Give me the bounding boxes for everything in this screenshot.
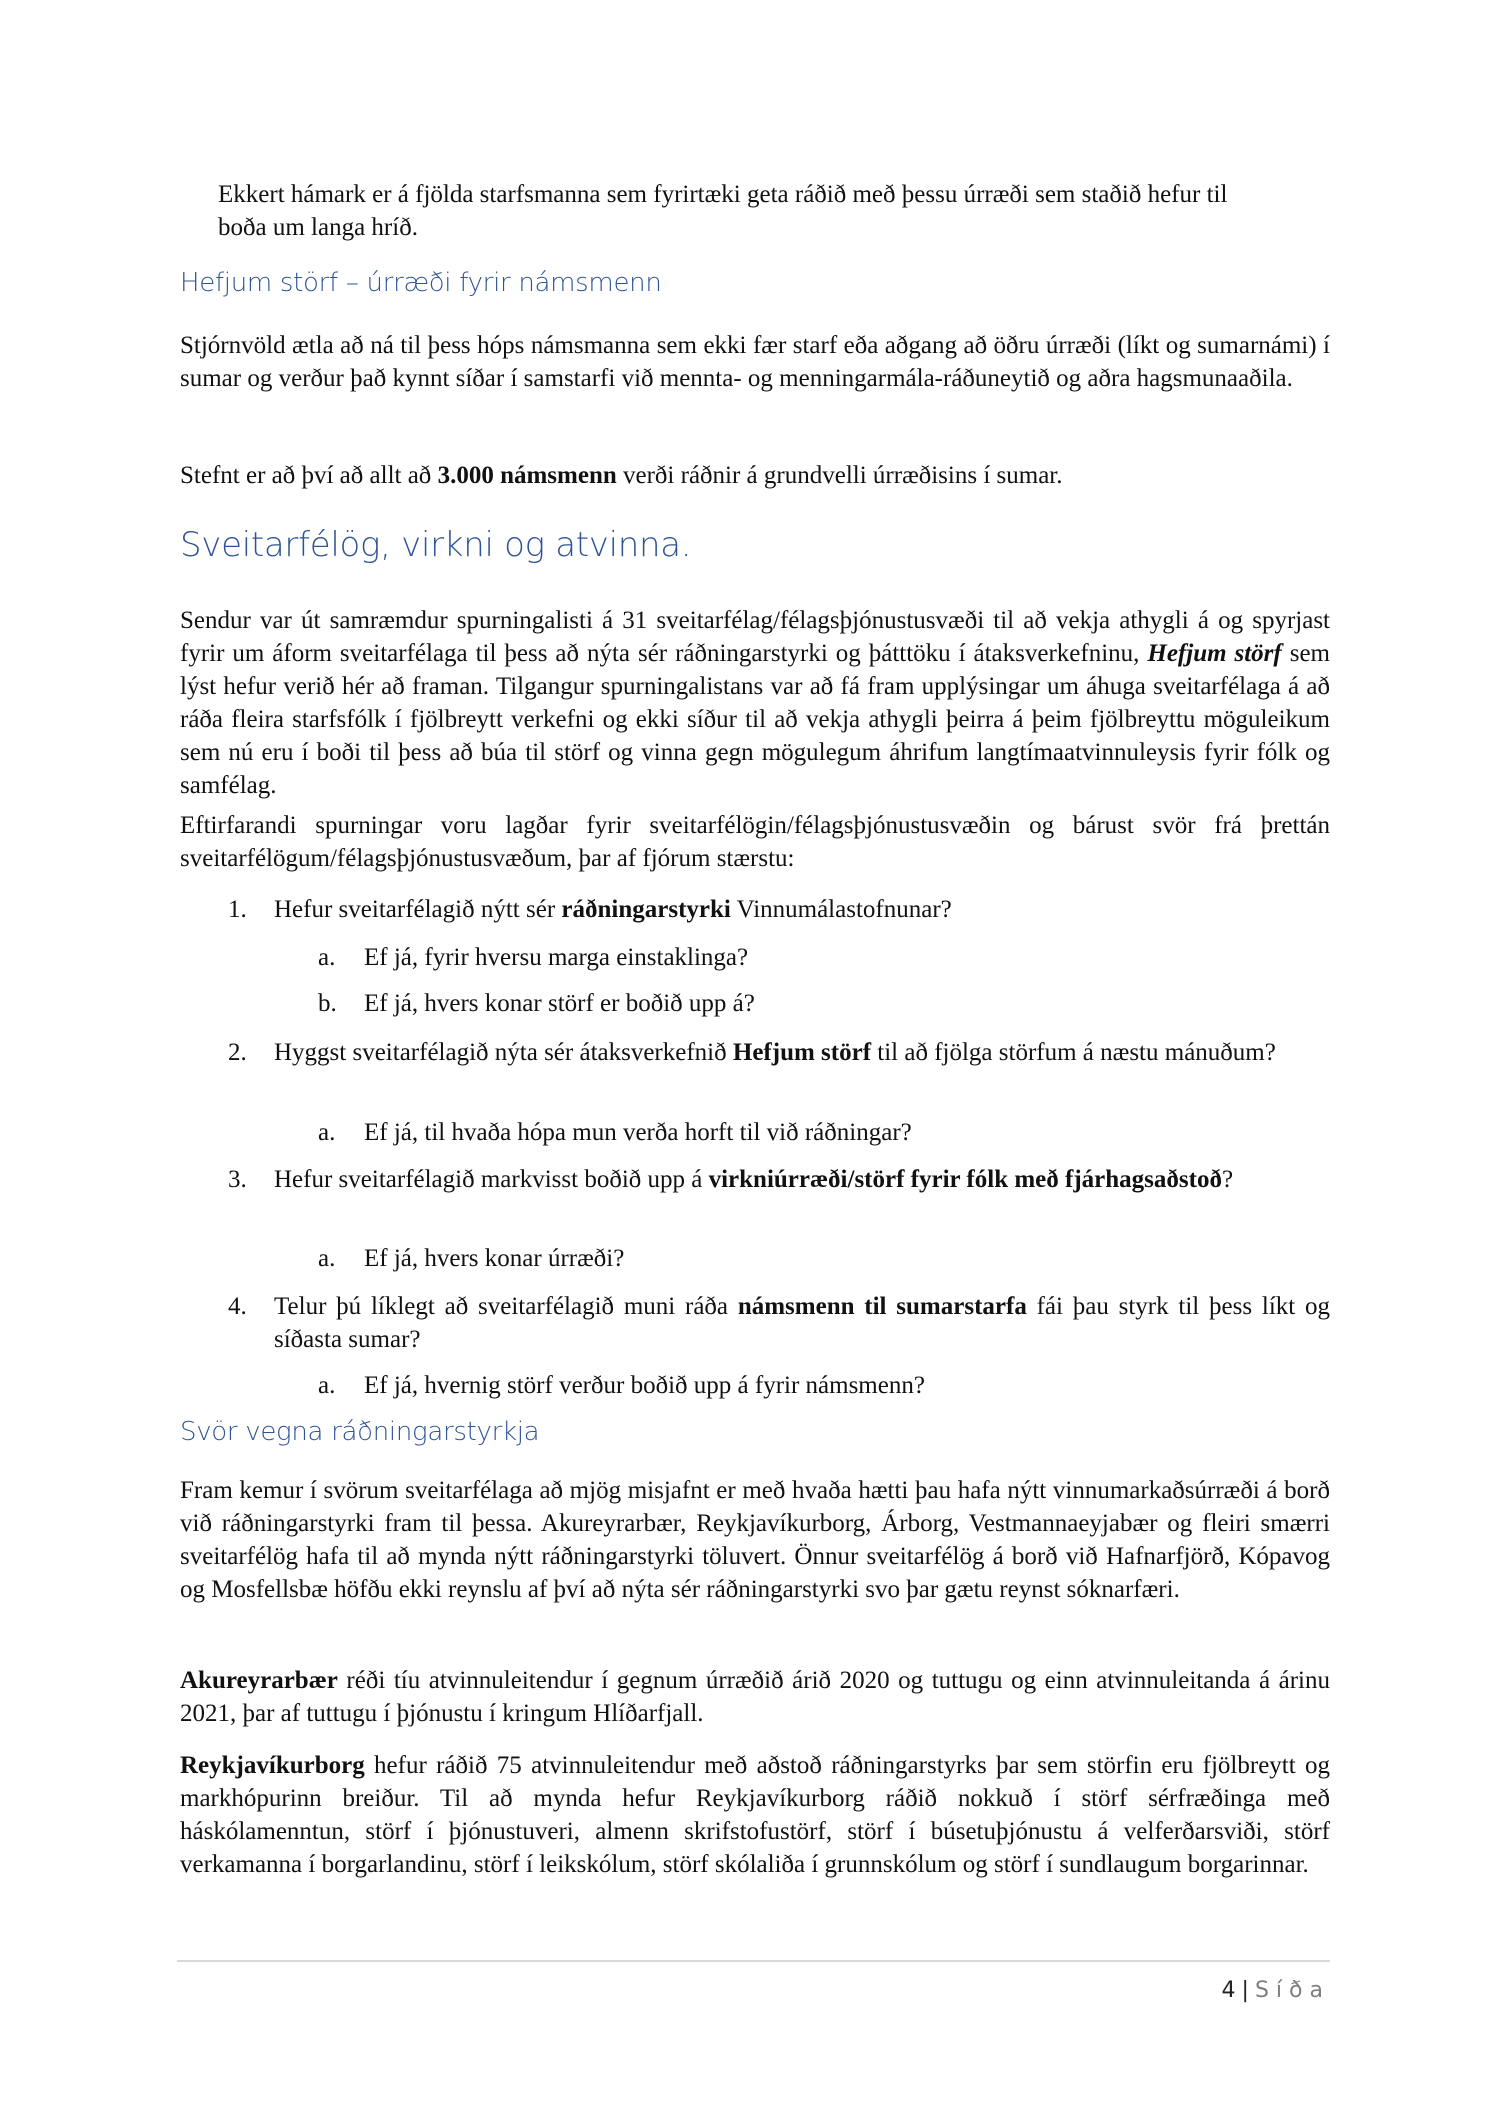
question-item-2	[228, 1036, 1330, 1102]
sub-question-3a	[318, 1242, 1318, 1275]
text: hefur ráðið 75 atvinnuleitendur með aðstoð ráðningarstyrks þar sem störfin eru fjölbreytt og markhópurinn breiður. Til að mynda hefur Reykjavíkurborg ráðið nokkuð í störf sérfræðinga með háskólamenntun, störf í þjónustuveri, almenn skrifstofustörf, störf í búsetuþjónustu á velferðarsviði, störf verkamanna í borgarlandinu, störf í leikskólum, störf skólaliða í grunnskólum og störf í sundlaugum borgarinnar.	[180, 1752, 1330, 1878]
question-item-4	[228, 1290, 1330, 1356]
page-word: Síða	[1254, 1978, 1330, 2003]
sub-question-2a	[318, 1116, 1318, 1149]
text: réði tíu atvinnuleitendur í gegnum úrræðið árið 2020 og tuttugu og einn atvinnuleitanda á árinu 2021, þar af tuttugu í þjónustu í kringum Hlíðarfjall.	[180, 1667, 1330, 1727]
sub-question-text: Ef já, hvernig störf verður boðið upp á fyrir námsmenn?	[364, 1372, 925, 1399]
sub-question-4a	[318, 1369, 1318, 1402]
paragraph-akureyrarbaer	[180, 1664, 1330, 1730]
paragraph-fram-kemur: Fram kemur í svörum sveitarfélaga að mjög misjafnt er með hvaða hætti þau hafa nýtt vinnumarkaðsúrræði á borð við ráðningarstyrki fram til þessa. Akureyrarbær, Reykjavíkurborg, Árborg, Vestmannaeyjabær og fleiri smærri sveitarfélög hafa til að mynda nýtt ráðningarstyrki töluvert. Önnur sveitarfélög á borð við Hafnarfjörð, Kópavog og Mosfellsbæ höfðu ekki reynslu af því að nýta sér ráðningarstyrki svo þar gætu reynst sóknarfæri.	[180, 1477, 1330, 1603]
paragraph-sendur	[180, 604, 1330, 802]
bold-text: 3.000 námsmenn	[437, 462, 617, 489]
question-text: Hefur sveitarfélagið markvisst boðið upp á virkniúrræði/störf fyrir fólk með fjárhagsaðstoð?	[274, 1166, 1234, 1193]
text: sem lýst hefur verið hér að framan. Tilgangur spurningalistans var að fá fram upplýsingar um áhuga sveitarfélaga á að ráða fleira starfsfólk í fjölbreytt verkefni og ekki síður til að vekja athygli þeirra á þeim fjölbreyttu möguleikum sem nú eru í boði til þess að búa til störf og vinna gegn mögulegum áhrifum langtímaatvinnuleysis fyrir fólk og samfélag.	[180, 640, 1330, 799]
list-number: 3.	[228, 1166, 247, 1193]
question-item-1	[228, 893, 1330, 926]
bold-italic-text: Hefjum störf	[1147, 640, 1282, 667]
footer-separator: |	[1241, 1978, 1249, 2003]
list-number: 2.	[228, 1039, 247, 1066]
list-number: 4.	[228, 1293, 247, 1320]
page-footer	[1222, 1978, 1330, 2003]
bold-text: Akureyrarbær	[180, 1667, 338, 1694]
paragraph-stjornvold: Stjórnvöld ætla að ná til þess hóps námsmanna sem ekki fær starf eða aðgang að öðru úrræði (líkt og sumarnámi) í sumar og verður það kynnt síðar í samstarfi við mennta- og menningarmála-ráðuneytið og aðra hagsmunaaðila.	[180, 332, 1330, 392]
footer-divider	[177, 1960, 1330, 1962]
sub-question-1a	[318, 941, 1318, 974]
text: verði ráðnir á grundvelli úrræðisins í sumar.	[616, 462, 1063, 489]
sub-question-text: Ef já, fyrir hversu marga einstaklinga?	[364, 944, 749, 971]
question-item-3	[228, 1163, 1330, 1229]
sub-question-1b	[318, 987, 1318, 1020]
section-heading-sveitarfelog: Sveitarfélög, virkni og atvinna.	[180, 525, 692, 565]
section-heading-hefjum-storf: Hefjum störf – úrræði fyrir námsmenn	[180, 268, 662, 298]
question-text: Hefur sveitarfélagið nýtt sér ráðningarstyrki Vinnumálastofnunar?	[274, 896, 952, 923]
list-letter: a.	[318, 944, 336, 971]
list-number: 1.	[228, 896, 247, 923]
list-letter: a.	[318, 1372, 336, 1399]
question-text: Telur þú líklegt að sveitarfélagið muni ráða námsmenn til sumarstarfa fái þau styrk til þess líkt og síðasta sumar?	[274, 1293, 1330, 1353]
bold-text: Reykjavíkurborg	[180, 1752, 365, 1779]
list-letter: b.	[318, 990, 337, 1017]
intro-paragraph: Ekkert hámark er á fjölda starfsmanna sem fyrirtæki geta ráðið með þessu úrræði sem staðið hefur til boða um langa hríð.	[218, 181, 1228, 241]
question-text: Hyggst sveitarfélagið nýta sér átaksverkefnið Hefjum störf til að fjölga störfum á næstu mánuðum?	[274, 1039, 1276, 1066]
section-heading-svor: Svör vegna ráðningarstyrkja	[180, 1417, 540, 1447]
list-letter: a.	[318, 1245, 336, 1272]
paragraph-stefnt	[180, 459, 1330, 492]
text: Sendur var út samræmdur spurningalisti á 31 sveitarfélag/félagsþjónustusvæði til að vekja athygli á og spyrjast fyrir um áform sveitarfélaga til þess að nýta sér ráðningarstyrki og þátttöku í átaksverkefninu,	[180, 607, 1330, 667]
paragraph-eftirfarandi: Eftirfarandi spurningar voru lagðar fyrir sveitarfélögin/félagsþjónustusvæðin og bárust svör frá þrettán sveitarfélögum/félagsþjónustusvæðum, þar af fjórum stærstu:	[180, 812, 1330, 872]
text: Stefnt er að því að allt að	[180, 462, 438, 489]
paragraph-reykjavikurborg	[180, 1749, 1330, 1881]
sub-question-text: Ef já, hvers konar störf er boðið upp á?	[364, 990, 755, 1017]
page-number: 4	[1221, 1978, 1236, 2003]
list-letter: a.	[318, 1119, 336, 1146]
sub-question-text: Ef já, hvers konar úrræði?	[364, 1245, 625, 1272]
sub-question-text: Ef já, til hvaða hópa mun verða horft til við ráðningar?	[364, 1119, 912, 1146]
